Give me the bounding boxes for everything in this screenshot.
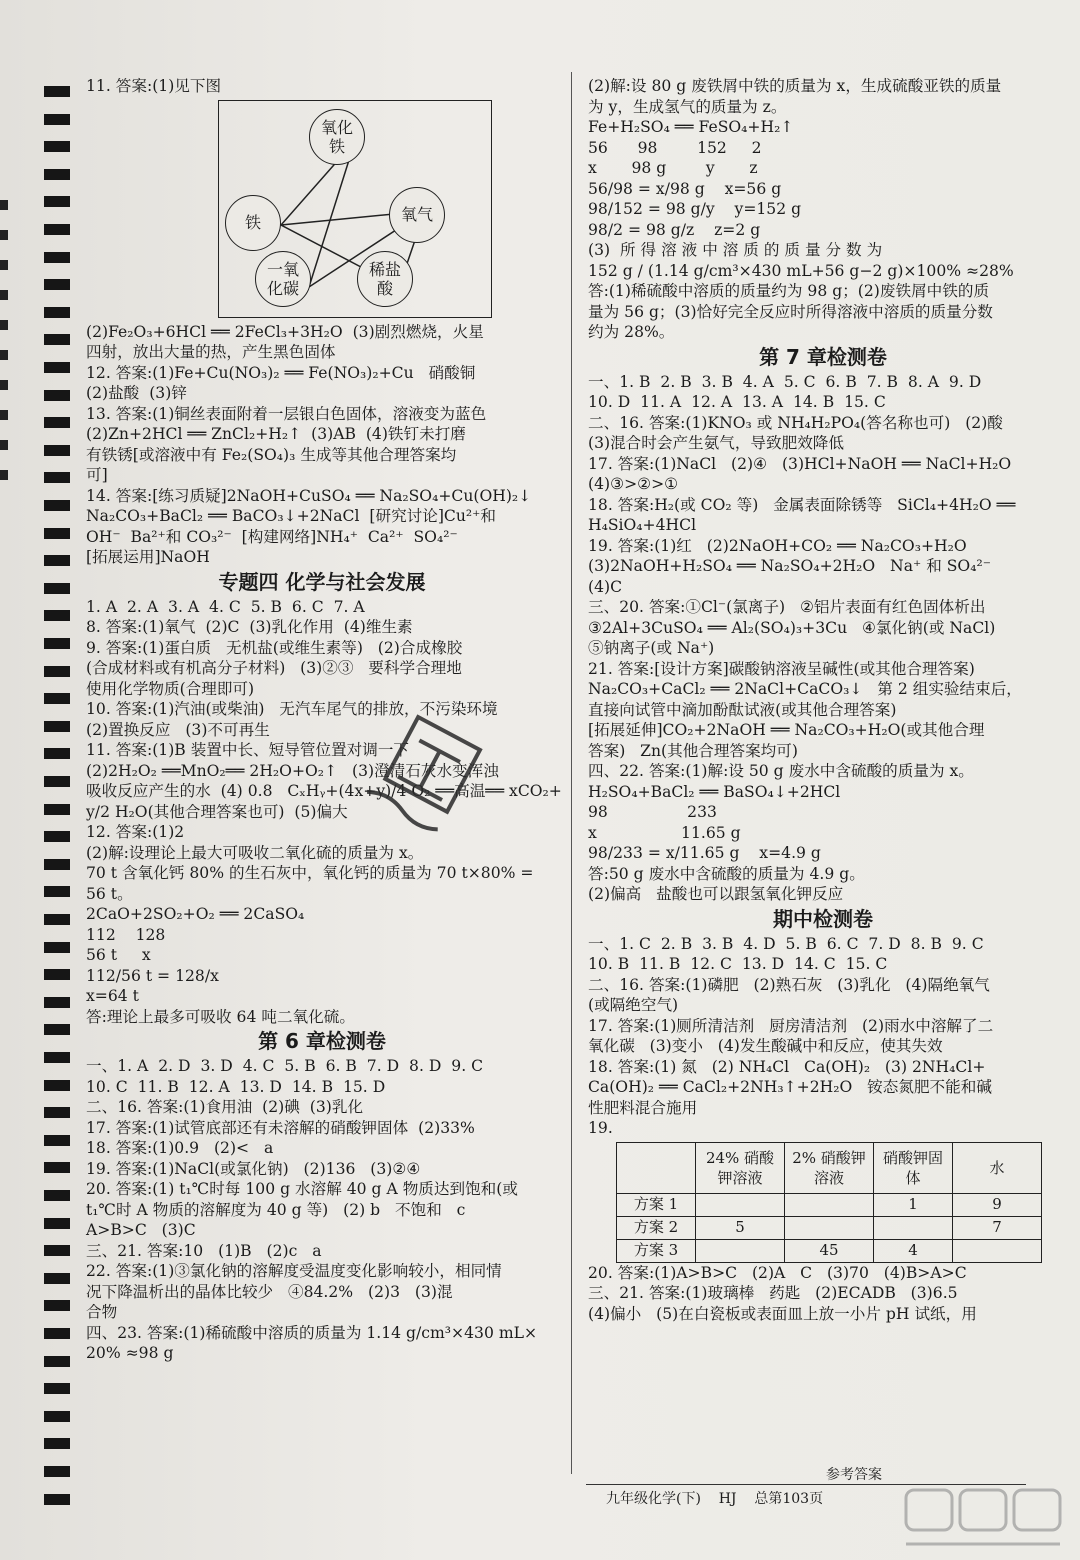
margin-mark bbox=[44, 555, 70, 566]
text-line: y/2 H₂O(其他合理答案也可) (5)偏大 bbox=[86, 802, 348, 821]
table-row bbox=[617, 1216, 1042, 1239]
margin-mark bbox=[44, 831, 70, 842]
text-line: x 11.65 g bbox=[588, 823, 741, 842]
text-line: (2)偏高 盐酸也可以跟氢氧化钾反应 bbox=[588, 885, 844, 903]
text-line: 四、22. 答案:(1)解:设 50 g 废水中含硫酸的质量为 x。 bbox=[588, 762, 974, 780]
text-line: 二、16. 答案:(1)食用油 (2)碘 (3)乳化 bbox=[86, 1098, 364, 1116]
edge-mark bbox=[0, 320, 8, 330]
text-line: 98 233 bbox=[588, 803, 717, 821]
heading-topic-four: 专题四 化学与社会发展 bbox=[218, 569, 426, 594]
right-lines-c bbox=[588, 934, 1058, 1139]
text-line: 三、21. 答案:(1)玻璃棒 药匙 (2)ECADB (3)6.5 bbox=[588, 1284, 958, 1302]
watermark-logo bbox=[898, 1484, 1068, 1554]
text-line: 12. 答案:(1)Fe+Cu(NO₃)₂ ══ Fe(NO₃)₂+Cu 硝酸铜 bbox=[86, 363, 476, 382]
table-cell bbox=[874, 1216, 953, 1239]
table-header-cell: 24% 硝酸钾溶液 bbox=[696, 1142, 785, 1193]
text-line: 22. 答案:(1)③氯化钠的溶解度受温度变化影响较小，相同情 bbox=[86, 1262, 502, 1280]
margin-mark bbox=[44, 859, 70, 870]
text-line: 98/2 = 98 g/z z=2 g bbox=[588, 220, 761, 239]
page-margin-marks bbox=[44, 86, 74, 1526]
margin-mark bbox=[44, 141, 70, 152]
right-lines-d bbox=[588, 1263, 1058, 1325]
text-line: 可] bbox=[86, 466, 108, 484]
text-line: (3)混合时会产生氨气，导致肥效降低 bbox=[588, 434, 844, 452]
text-line: (2)置换反应 (3)不可再生 bbox=[86, 720, 270, 739]
right-column bbox=[588, 76, 1058, 1324]
margin-mark bbox=[44, 252, 70, 263]
margin-mark bbox=[44, 362, 70, 373]
text-line: 11. 答案:(1)B 装置中长、短导管位置对调一下 bbox=[86, 741, 410, 759]
table-cell bbox=[785, 1216, 874, 1239]
text-line: 56 98 152 2 bbox=[588, 138, 762, 157]
text-line: (2)解:设 80 g 废铁屑中铁的质量为 x，生成硫酸亚铁的质量 bbox=[588, 77, 1002, 95]
table-cell: 1 bbox=[874, 1193, 953, 1216]
margin-mark bbox=[44, 1052, 70, 1063]
margin-mark bbox=[44, 472, 70, 483]
stamp-mark bbox=[340, 700, 520, 860]
footer-label: 参考答案 bbox=[826, 1467, 882, 1483]
node-hydrochloric-acid: 稀盐酸 bbox=[357, 251, 413, 307]
text-line: 二、16. 答案:(1)磷肥 (2)熟石灰 (3)乳化 (4)隔绝氧气 bbox=[588, 975, 990, 994]
text-line: 三、21. 答案:10 (1)B (2)c a bbox=[86, 1241, 322, 1260]
text-line: (4)③>②>① bbox=[588, 475, 679, 493]
margin-mark bbox=[44, 969, 70, 980]
text-line: ③2Al+3CuSO₄ ══ Al₂(SO₄)₃+3Cu ④氯化钠(或 NaCl) bbox=[588, 618, 996, 637]
table-cell bbox=[785, 1193, 874, 1216]
text-line: A>B>C (3)C bbox=[86, 1221, 196, 1239]
edge-mark bbox=[0, 410, 8, 420]
text-line: [拓展运用]NaOH bbox=[86, 548, 210, 566]
text-line: 20. 答案:(1)A>B>C (2)A C (3)70 (4)B>A>C bbox=[588, 1263, 967, 1282]
left-lines-a bbox=[86, 322, 558, 568]
text-line: [拓展延伸]CO₂+2NaOH ══ Na₂CO₃+H₂O(或其他合理 bbox=[588, 721, 985, 739]
margin-mark bbox=[44, 1438, 70, 1449]
node-iron: 铁 bbox=[225, 195, 281, 251]
text-line: 答:(1)稀硫酸中溶质的质量约为 98 g；(2)废铁屑中铁的质 bbox=[588, 282, 990, 300]
text-line: (3)2NaOH+H₂SO₄ ══ Na₂SO₄+2H₂O Na⁺ 和 SO₄²⁻ bbox=[588, 557, 991, 575]
text-line: ⑤钠离子(或 Na⁺) bbox=[588, 639, 715, 657]
right-lines-a bbox=[588, 76, 1058, 343]
text-line: 合物 bbox=[86, 1303, 118, 1321]
text-line: 17. 答案:(1)NaCl (2)④ (3)HCl+NaOH ══ NaCl+H₂O bbox=[588, 454, 1012, 473]
text-line: 70 t 含氧化钙 80% 的生石灰中，氧化钙的质量为 70 t×80% = bbox=[86, 864, 534, 882]
table-row bbox=[617, 1193, 1042, 1216]
text-line: (2)Zn+2HCl ══ ZnCl₂+H₂↑ (3)AB (4)铁钉未打磨 bbox=[86, 425, 466, 443]
margin-mark bbox=[44, 997, 70, 1008]
margin-mark bbox=[44, 721, 70, 732]
margin-mark bbox=[44, 886, 70, 897]
edge-mark bbox=[0, 260, 8, 270]
margin-mark bbox=[44, 307, 70, 318]
table-header-cell: 硝酸钾固体 bbox=[874, 1142, 953, 1193]
margin-mark bbox=[44, 1411, 70, 1422]
heading-midterm: 期中检测卷 bbox=[773, 906, 873, 931]
table-header-row bbox=[617, 1142, 1042, 1193]
text-line: 为 y，生成氢气的质量为 z。 bbox=[588, 97, 787, 116]
text-line: 20% ≈98 g bbox=[86, 1344, 174, 1362]
margin-mark bbox=[44, 528, 70, 539]
text-line: 1. A 2. A 3. A 4. C 5. B 6. C 7. A bbox=[86, 597, 365, 616]
text-line: 14. 答案:[练习质疑]2NaOH+CuSO₄ ══ Na₂SO₄+Cu(OH)₂↓ bbox=[86, 486, 532, 505]
margin-mark bbox=[44, 1024, 70, 1035]
margin-mark bbox=[44, 1218, 70, 1229]
margin-mark bbox=[44, 1162, 70, 1173]
text-line: 直接向试管中滴加酚酞试液(或其他合理答案) bbox=[588, 700, 897, 719]
text-line: (合成材料或有机高分子材料) (3)②③ 要科学合理地 bbox=[86, 659, 462, 677]
text-line: H₄SiO₄+4HCl bbox=[588, 516, 697, 534]
margin-mark bbox=[44, 776, 70, 787]
text-line: Fe+H₂SO₄ ══ FeSO₄+H₂↑ bbox=[588, 118, 794, 136]
text-line: 答:理论上最多可吸收 64 吨二氧化硫。 bbox=[86, 1007, 355, 1026]
table-header-cell bbox=[617, 1142, 696, 1193]
margin-mark bbox=[44, 804, 70, 815]
margin-mark bbox=[44, 334, 70, 345]
text-line: 使用化学物质(合理即可) bbox=[86, 679, 255, 698]
margin-mark bbox=[44, 1107, 70, 1118]
table-header-cell: 水 bbox=[953, 1142, 1042, 1193]
table-header-cell: 2% 硝酸钾溶液 bbox=[785, 1142, 874, 1193]
left-intro-lines bbox=[86, 76, 558, 97]
text-line: 10. B 11. B 12. C 13. D 14. C 15. C bbox=[588, 955, 888, 973]
edge-mark bbox=[0, 230, 8, 240]
text-line: 三、20. 答案:①Cl⁻(氯离子) ②铝片表面有红色固体析出 bbox=[588, 598, 986, 616]
margin-mark bbox=[44, 1245, 70, 1256]
text-line: 21. 答案:[设计方案]碳酸钠溶液呈碱性(或其他合理答案) bbox=[588, 659, 975, 678]
text-line: 17. 答案:(1)厕所清洁剂 厨房清洁剂 (2)雨水中溶解了二 bbox=[588, 1016, 994, 1035]
margin-mark bbox=[44, 1494, 70, 1505]
margin-mark bbox=[44, 1273, 70, 1284]
text-line: 答案) Zn(其他合理答案均可) bbox=[588, 741, 798, 760]
edge-mark bbox=[0, 470, 8, 480]
text-line: Na₂CO₃+CaCl₂ ══ 2NaCl+CaCO₃↓ 第 2 组实验结束后， bbox=[588, 680, 1022, 698]
text-line: (4)偏小 (5)在白瓷板或表面皿上放一小片 pH 试纸，用 bbox=[588, 1304, 977, 1323]
text-line: (2)盐酸 (3)锌 bbox=[86, 384, 187, 402]
text-line: 18. 答案:H₂(或 CO₂ 等) 金属表面除锈等 SiCl₄+4H₂O ══ bbox=[588, 495, 1016, 514]
text-line: 吸收反应产生的水 (4) 0.8 CₓHᵧ+(4x+y)/4 O₂ ══高温══ xCO₂+ bbox=[86, 782, 562, 800]
margin-mark bbox=[44, 1383, 70, 1394]
margin-mark bbox=[44, 1300, 70, 1311]
text-line: 56 t x bbox=[86, 946, 151, 964]
heading-chapter-7: 第 7 章检测卷 bbox=[759, 344, 887, 369]
text-line: 10. C 11. B 12. A 13. D 14. B 15. D bbox=[86, 1077, 386, 1096]
margin-mark bbox=[44, 1356, 70, 1367]
text-line: 一、1. A 2. D 3. D 4. C 5. B 6. B 7. D 8. D 9. C bbox=[86, 1057, 484, 1075]
text-line: H₂SO₄+BaCl₂ ══ BaSO₄↓+2HCl bbox=[588, 782, 841, 801]
text-line: (3) 所 得 溶 液 中 溶 质 的 质 量 分 数 为 bbox=[588, 241, 883, 259]
margin-mark bbox=[44, 1190, 70, 1201]
text-line: t₁℃时 A 物质的溶解度为 40 g 等) (2) b 不饱和 c bbox=[86, 1200, 466, 1219]
margin-mark bbox=[44, 666, 70, 677]
text-line: 17. 答案:(1)试管底部还有未溶解的硝酸钾固体 (2)33% bbox=[86, 1118, 475, 1137]
margin-mark bbox=[44, 693, 70, 704]
margin-mark bbox=[44, 610, 70, 621]
text-line: 11. 答案:(1)见下图 bbox=[86, 77, 222, 95]
heading-chapter-6: 第 6 章检测卷 bbox=[258, 1029, 386, 1053]
text-line: 况下降温析出的晶体比较少 ④84.2% (2)3 (3)混 bbox=[86, 1282, 453, 1301]
margin-mark bbox=[44, 914, 70, 925]
node-oxygen: 氧气 bbox=[389, 187, 445, 243]
text-line: 10. 答案:(1)汽油(或柴油) 无汽车尾气的排放，不污染环境 bbox=[86, 700, 498, 718]
margin-mark bbox=[44, 1080, 70, 1091]
margin-mark bbox=[44, 224, 70, 235]
table-cell: 9 bbox=[953, 1193, 1042, 1216]
text-line: Ca(OH)₂ ══ CaCl₂+2NH₃↑+2H₂O 铵态氮肥不能和碱 bbox=[588, 1078, 992, 1096]
text-line: 一、1. B 2. B 3. B 4. A 5. C 6. B 7. B 8. A 9. D bbox=[588, 372, 982, 391]
text-line: 56/98 = x/98 g x=56 g bbox=[588, 179, 782, 198]
node-carbon-monoxide: 一氧化碳 bbox=[255, 251, 311, 307]
text-line: 四、23. 答案:(1)稀硫酸中溶质的质量为 1.14 g/cm³×430 mL× bbox=[86, 1323, 538, 1342]
text-line: 20. 答案:(1) t₁℃时每 100 g 水溶解 40 g A 物质达到饱和(或 bbox=[86, 1180, 518, 1198]
text-line: OH⁻ Ba²⁺和 CO₃²⁻ [构建网络]NH₄⁺ Ca²⁺ SO₄²⁻ bbox=[86, 527, 458, 546]
edge-mark bbox=[0, 350, 8, 360]
text-line: (4)C bbox=[588, 577, 623, 596]
text-line: 2CaO+2SO₂+O₂ ══ 2CaSO₄ bbox=[86, 905, 305, 923]
text-line: (2)2H₂O₂ ══MnO₂══ 2H₂O+O₂↑ (3)澄清石灰水变浑浊 bbox=[86, 761, 499, 780]
text-line: 10. D 11. A 12. A 13. A 14. B 15. C bbox=[588, 393, 886, 411]
text-line: Na₂CO₃+BaCl₂ ══ BaCO₃↓+2NaCl [研究讨论]Cu²⁺和 bbox=[86, 507, 496, 525]
node-iron-oxide: 氧化铁 bbox=[309, 109, 365, 165]
margin-mark bbox=[44, 114, 70, 125]
margin-mark bbox=[44, 417, 70, 428]
edge-mark bbox=[0, 380, 8, 390]
margin-mark bbox=[44, 583, 70, 594]
margin-mark bbox=[44, 942, 70, 953]
text-line: (2)Fe₂O₃+6HCl ══ 2FeCl₃+3H₂O (3)剧烈燃烧，火星 bbox=[86, 322, 484, 341]
margin-mark bbox=[44, 1135, 70, 1146]
table-cell: 方案 3 bbox=[617, 1239, 696, 1262]
text-line: 18. 答案:(1)0.9 (2)< a bbox=[86, 1139, 274, 1157]
margin-mark bbox=[44, 279, 70, 290]
edge-mark bbox=[0, 290, 8, 300]
text-line: 19. bbox=[588, 1119, 613, 1137]
text-line: 9. 答案:(1)蛋白质 无机盐(或维生素等) (2)合成橡胶 bbox=[86, 638, 463, 657]
margin-mark bbox=[44, 196, 70, 207]
binding-edge-marks bbox=[0, 200, 8, 1300]
text-line: 19. 答案:(1)红 (2)2NaOH+CO₂ ══ Na₂CO₃+H₂O bbox=[588, 536, 967, 555]
text-line: 一、1. C 2. B 3. B 4. D 5. B 6. C 7. D 8. B 9. C bbox=[588, 934, 984, 953]
table-row bbox=[617, 1239, 1042, 1262]
table-cell: 方案 1 bbox=[617, 1193, 696, 1216]
margin-mark bbox=[44, 445, 70, 456]
margin-mark bbox=[44, 390, 70, 401]
text-line: 112/56 t = 128/x bbox=[86, 966, 219, 985]
text-line: 答:50 g 废水中含硫酸的质量为 4.9 g。 bbox=[588, 864, 865, 883]
text-line: 112 128 bbox=[86, 925, 166, 944]
text-line: 约为 28%。 bbox=[588, 323, 675, 341]
text-line: x=64 t bbox=[86, 987, 139, 1005]
margin-mark bbox=[44, 638, 70, 649]
text-line: 氧化碳 (3)变小 (4)发生酸碱中和反应，使其失效 bbox=[588, 1037, 943, 1055]
margin-mark bbox=[44, 1466, 70, 1477]
footer-text: 九年级化学(下) HJ 总第103页 bbox=[606, 1491, 824, 1507]
table-cell: 5 bbox=[696, 1216, 785, 1239]
text-line: 量为 56 g；(3)恰好完全反应时所得溶液中溶质的质量分数 bbox=[588, 302, 993, 321]
text-line: 18. 答案:(1) 氮 (2) NH₄Cl Ca(OH)₂ (3) 2NH₄Cl+ bbox=[588, 1057, 986, 1076]
edge-mark bbox=[0, 440, 8, 450]
text-line: 性肥料混合施用 bbox=[588, 1098, 698, 1117]
text-line: 56 t。 bbox=[86, 884, 133, 903]
margin-mark bbox=[44, 86, 70, 97]
text-line: 13. 答案:(1)铜丝表面附着一层银白色固体，溶液变为蓝色 bbox=[86, 404, 487, 423]
text-line: 98/152 = 98 g/y y=152 g bbox=[588, 200, 802, 218]
right-lines-b bbox=[588, 372, 1058, 905]
margin-mark bbox=[44, 748, 70, 759]
table-cell: 7 bbox=[953, 1216, 1042, 1239]
solution-table bbox=[616, 1142, 1042, 1263]
table-cell bbox=[696, 1239, 785, 1262]
text-line: 12. 答案:(1)2 bbox=[86, 823, 185, 841]
text-line: 19. 答案:(1)NaCl(或氯化钠) (2)136 (3)②④ bbox=[86, 1159, 421, 1178]
table-cell bbox=[953, 1239, 1042, 1262]
edge-mark bbox=[0, 200, 8, 210]
text-line: x 98 g y z bbox=[588, 159, 758, 177]
margin-mark bbox=[44, 500, 70, 511]
text-line: 四射，放出大量的热，产生黑色固体 bbox=[86, 343, 336, 361]
column-divider bbox=[571, 72, 572, 1474]
margin-mark bbox=[44, 1328, 70, 1339]
margin-mark bbox=[44, 169, 70, 180]
text-line: (2)解:设理论上最大可吸收二氧化硫的质量为 x。 bbox=[86, 843, 424, 862]
reaction-star-diagram bbox=[218, 100, 492, 318]
text-line: 有铁锈[或溶液中有 Fe₂(SO₄)₃ 生成等其他合理答案均 bbox=[86, 445, 457, 464]
table-cell: 4 bbox=[874, 1239, 953, 1262]
text-line: (或隔绝空气) bbox=[588, 996, 679, 1014]
left-lines-c bbox=[86, 1056, 558, 1364]
table-cell bbox=[696, 1193, 785, 1216]
text-line: 152 g / (1.14 g/cm³×430 mL+56 g−2 g)×100% ≈28% bbox=[588, 261, 1014, 280]
table-cell: 45 bbox=[785, 1239, 874, 1262]
text-line: 8. 答案:(1)氧气 (2)C (3)乳化作用 (4)维生素 bbox=[86, 618, 413, 636]
text-line: 98/233 = x/11.65 g x=4.9 g bbox=[588, 844, 821, 862]
table-cell: 方案 2 bbox=[617, 1216, 696, 1239]
text-line: 二、16. 答案:(1)KNO₃ 或 NH₄H₂PO₄(答名称也可) (2)酸 bbox=[588, 413, 1003, 432]
